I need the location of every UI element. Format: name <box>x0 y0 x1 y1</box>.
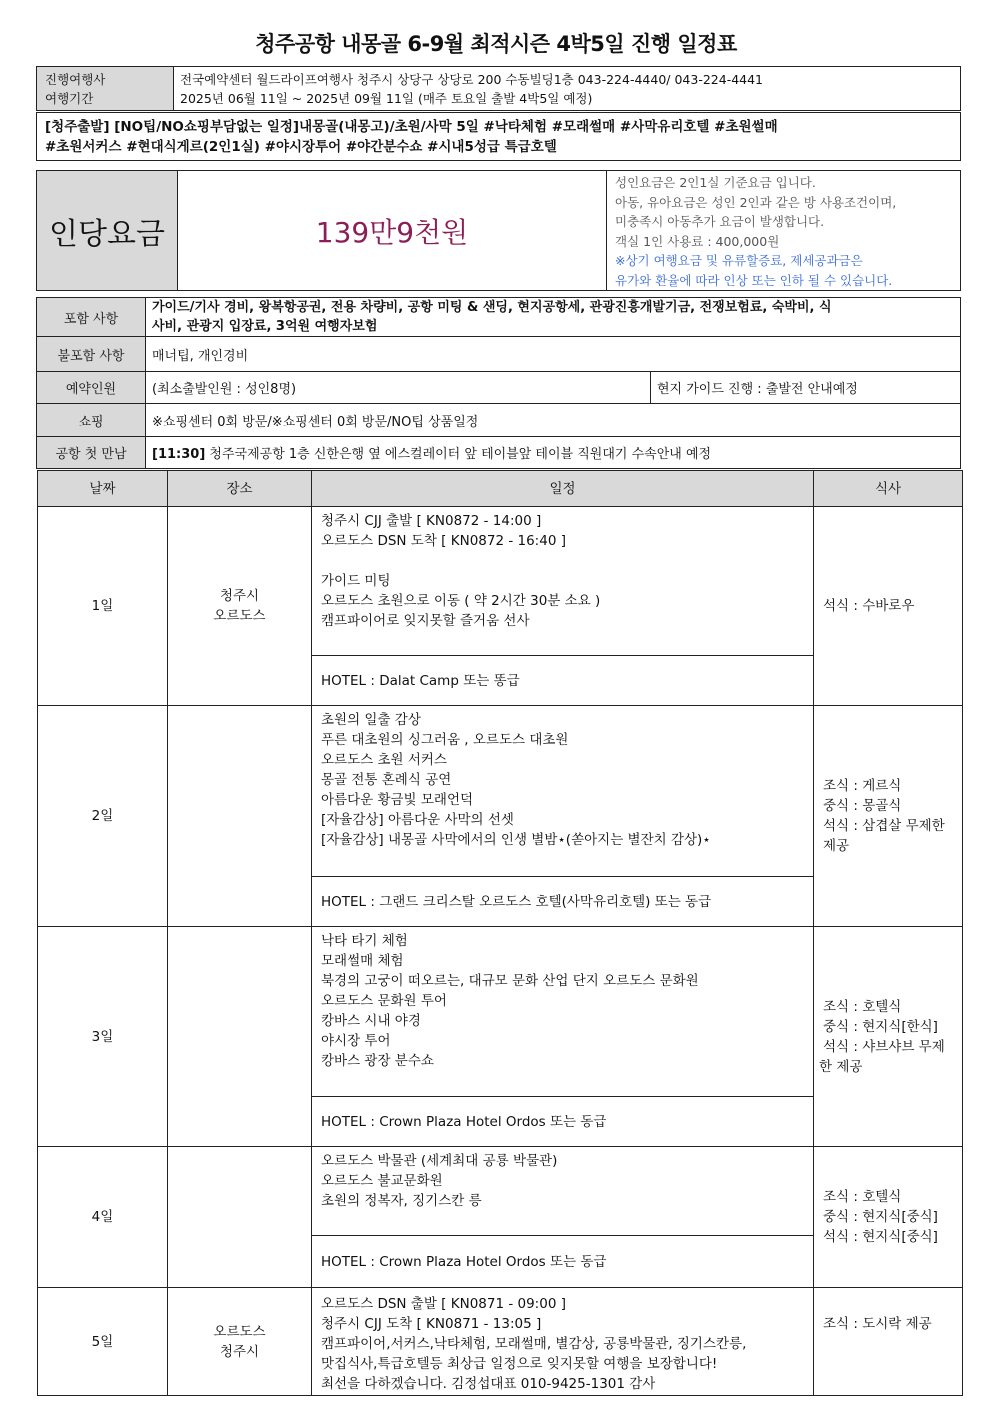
header-meals: 식사 <box>814 471 963 507</box>
itinerary-item: 모래썰매 체험 <box>321 953 404 969</box>
included-line: 가이드/기사 경비, 왕복항공권, 전용 차량비, 공항 미팅 & 샌딩, 현지공항세, 관광진흥개발기금, 전쟁보험료, 숙박비, 식 <box>152 300 832 315</box>
day-cell: 2일 <box>38 706 168 927</box>
agency-period-values <box>174 67 961 111</box>
included-label: 포함 사항 <box>37 298 146 337</box>
place-cell <box>168 927 312 1147</box>
booking-label: 예약인원 <box>37 372 146 404</box>
itinerary-cell <box>312 927 814 1097</box>
itinerary-item: 오르도스 문화원 투어 <box>321 993 447 1009</box>
meal-line: 한 제공 <box>819 1058 863 1075</box>
day-cell: 5일 <box>38 1288 168 1396</box>
excluded-label: 불포함 사항 <box>37 337 146 372</box>
meals-cell <box>814 1288 963 1396</box>
itinerary-item: 초원의 일출 감상 <box>321 712 421 728</box>
place-cell <box>168 1147 312 1288</box>
meals-cell <box>814 507 963 706</box>
excluded-value: 매너팁, 개인경비 <box>146 337 961 372</box>
itinerary-item: 북경의 고궁이 떠오르는, 대규모 문화 산업 단지 오르도스 문화원 <box>321 973 699 989</box>
itinerary-item: 오르도스 DSN 출발 [ KN0871 - 09:00 ] <box>321 1296 566 1312</box>
price-note: 미충족시 아동추가 요금이 발생합니다. <box>615 214 825 229</box>
meeting-value <box>146 437 961 469</box>
price-note-blue: ※상기 여행요금 및 유류할증료, 제세공과금은 <box>615 253 863 268</box>
meal-line: 중식 : 몽골식 <box>823 798 902 814</box>
itinerary-item: 오르도스 초원으로 이동 ( 약 2시간 30분 소요 ) <box>321 593 601 609</box>
place-cell <box>168 706 312 927</box>
itinerary-item: 최선을 다하겠습니다. 김정섭대표 010-9425-1301 감사 <box>321 1376 656 1392</box>
place-line: 오르도스 <box>213 608 266 624</box>
itinerary-item: 청주시 CJJ 출발 [ KN0872 - 14:00 ] <box>321 513 542 529</box>
agency-label: 진행여행사 <box>45 71 106 87</box>
hotel-cell: HOTEL : 그랜드 크리스탈 오르도스 호텔(사막유리호텔) 또는 동급 <box>312 877 814 927</box>
itinerary-item: 야시장 투어 <box>321 1033 391 1049</box>
itinerary-cell <box>312 706 814 877</box>
header-itinerary: 일정 <box>312 471 814 507</box>
tour-tags-table <box>36 112 961 161</box>
price-note: 아동, 유아요금은 성인 2인과 같은 방 사용조건이며, <box>615 194 897 210</box>
itinerary-blank <box>321 551 804 571</box>
itinerary-item: [자율감상] 내몽골 사막에서의 인생 별밤⋆(쏟아지는 별잔치 감상)⋆ <box>321 832 711 848</box>
meal-line: 중식 : 현지식[중식] <box>823 1209 938 1225</box>
included-value <box>146 298 961 337</box>
itinerary-cell <box>312 1147 814 1236</box>
hotel-cell: HOTEL : Dalat Camp 또는 똥급 <box>312 656 814 706</box>
hotel-cell: HOTEL : Crown Plaza Hotel Ordos 또는 동급 <box>312 1236 814 1288</box>
agency-info-table <box>36 66 961 111</box>
day-cell: 1일 <box>38 507 168 706</box>
itinerary-cell <box>312 1288 814 1396</box>
meal-line: 석식 : 삼겹살 무제한 <box>823 818 945 834</box>
meal-line: 제공 <box>823 838 850 854</box>
price-table <box>36 170 961 291</box>
tour-tags-line-1: [청주출발] [NO팁/NO쇼핑부담없는 일정]내몽골(내몽고)/초원/사막 5일 #낙타체험 #모래썰매 #사막유리호텔 #초원썰매 <box>45 119 778 135</box>
meeting-text: 청주국제공항 1층 신한은행 옆 에스컬레이터 앞 테이블앞 테이블 직원대기 수속안내 예정 <box>205 447 712 462</box>
itinerary-item: 오르도스 DSN 도착 [ KN0872 - 16:40 ] <box>321 533 566 549</box>
schedule-table <box>37 470 963 1396</box>
itinerary-item: 아름다운 황금빛 모래언덕 <box>321 792 474 808</box>
place-line: 오르도스 <box>213 1323 266 1340</box>
meal-line: 석식 : 수바로우 <box>823 598 915 614</box>
place-line: 청주시 <box>219 588 260 604</box>
page-title: 청주공항 내몽골 6-9월 최적시즌 4박5일 진행 일정표 <box>255 32 737 56</box>
shopping-label: 쇼핑 <box>37 404 146 437</box>
itinerary-item: 푸른 대초원의 싱그러움 , 오르도스 대초원 <box>321 732 569 748</box>
tour-tags <box>37 113 961 161</box>
itinerary-cell <box>312 507 814 656</box>
itinerary-item: 오르도스 초원 서커스 <box>321 752 447 768</box>
itinerary-item: 초원의 정복자, 징기스칸 릉 <box>321 1193 482 1209</box>
shopping-value: ※쇼핑센터 0회 방문/※쇼핑센터 0회 방문/NO팁 상품일정 <box>146 404 961 437</box>
itinerary-item: 몽골 전통 혼례식 공연 <box>321 772 452 788</box>
meal-line: 조식 : 도시락 제공 <box>823 1316 932 1332</box>
day-cell: 3일 <box>38 927 168 1147</box>
itinerary-item: 낙타 타기 체험 <box>321 933 408 949</box>
price-value: 139만9천원 <box>178 171 607 291</box>
guide-value: 현지 가이드 진행 : 출발전 안내예정 <box>651 372 961 404</box>
tour-tags-line-2: #초원서커스 #현대식게르(2인1실) #야시장투어 #야간분수쇼 #시내5성급 특급호텔 <box>45 139 557 155</box>
itinerary-item: 가이드 미팅 <box>321 573 391 589</box>
itinerary-item: 캉바스 시내 야경 <box>321 1013 421 1029</box>
day-cell: 4일 <box>38 1147 168 1288</box>
included-line: 사비, 관광지 입장료, 3억원 여행자보험 <box>152 319 378 334</box>
meal-line: 조식 : 호텔식 <box>823 1189 902 1205</box>
itinerary-item: 오르도스 불교문화원 <box>321 1173 443 1189</box>
price-note: 객실 1인 사용료 : 400,000원 <box>615 233 780 249</box>
header-place: 장소 <box>168 471 312 507</box>
place-line: 청주시 <box>219 1343 260 1360</box>
agency-value: 전국예약센터 월드라이프여행사 청주시 상당구 상당로 200 수동빌딩1층 043-224-4440/ 043-224-4441 <box>180 71 764 87</box>
meal-line: 조식 : 호텔식 <box>823 998 902 1015</box>
price-label: 인당요금 <box>37 171 178 291</box>
period-label: 여행기간 <box>45 90 94 106</box>
meal-line: 석식 : 샤브샤브 무제 <box>823 1038 945 1055</box>
meal-line: 중식 : 현지식[한식] <box>823 1018 938 1035</box>
booking-value: (최소출발인원 : 성인8명) <box>146 372 651 404</box>
itinerary-item: 오르도스 박물관 (세계최대 공룡 박물관) <box>321 1153 558 1169</box>
itinerary-item: 캉바스 광장 분수쇼 <box>321 1053 434 1069</box>
period-value: 2025년 06월 11일 ~ 2025년 09월 11일 (매주 토요일 출발 4박5일 예정) <box>180 90 593 106</box>
meals-cell <box>814 1147 963 1288</box>
price-notes <box>607 171 961 291</box>
price-note: 성인요금은 2인1실 기준요금 입니다. <box>615 175 816 190</box>
place-cell <box>168 507 312 706</box>
header-date: 날짜 <box>38 471 168 507</box>
itinerary-item: 맛집식사,특급호텔등 최상급 일정으로 잊지못할 여행을 보장합니다! <box>321 1356 718 1372</box>
meal-line: 석식 : 현지식[중식] <box>823 1229 938 1245</box>
conditions-table <box>36 297 961 469</box>
itinerary-item: [자율감상] 아름다운 사막의 선셋 <box>321 812 514 828</box>
itinerary-item: 청주시 CJJ 도착 [ KN0871 - 13:05 ] <box>321 1316 542 1332</box>
itinerary-item: 캠프파이어로 잊지못할 즐거움 선사 <box>321 613 530 629</box>
meeting-time: [11:30] <box>152 447 206 462</box>
price-note-blue: 유가와 환율에 따라 인상 또는 인하 될 수 있습니다. <box>615 272 893 288</box>
meal-line: 조식 : 게르식 <box>823 778 902 794</box>
meals-cell <box>814 706 963 927</box>
agency-period-labels <box>37 67 174 111</box>
place-cell <box>168 1288 312 1396</box>
meeting-label: 공항 첫 만남 <box>37 437 146 469</box>
meals-cell <box>814 927 963 1147</box>
itinerary-item: 캠프파이어,서커스,낙타체험, 모래썰매, 별감상, 공룡박물관, 징기스칸릉, <box>321 1336 747 1352</box>
hotel-cell: HOTEL : Crown Plaza Hotel Ordos 또는 동급 <box>312 1097 814 1147</box>
